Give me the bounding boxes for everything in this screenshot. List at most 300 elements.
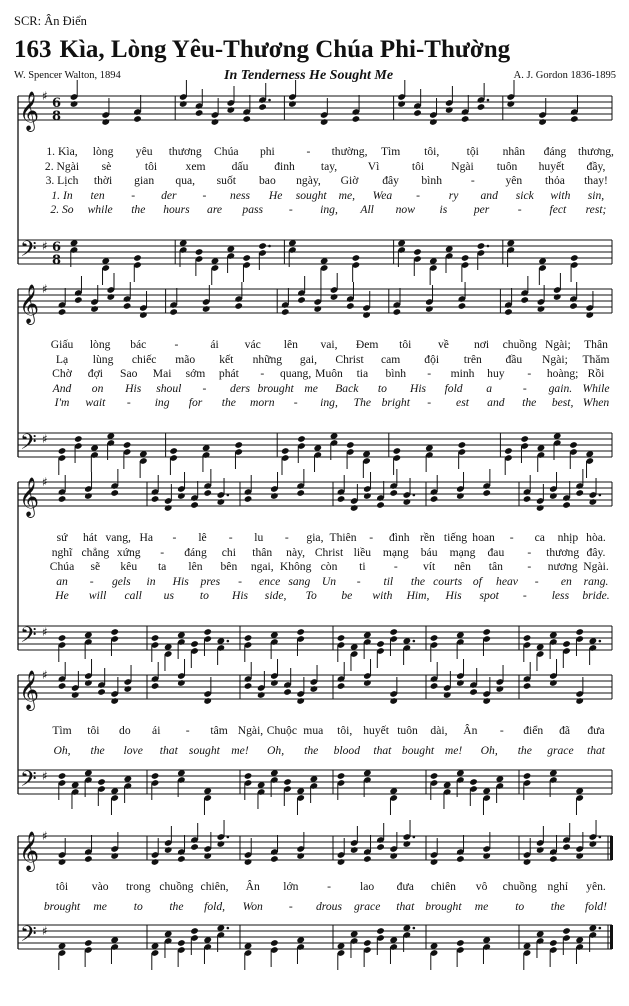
lyric-syllable: đinh [274, 159, 295, 173]
lyric-syllable: yên. [586, 880, 606, 893]
lyric-syllable: - [288, 900, 293, 913]
lyric-syllable: that [586, 744, 606, 757]
note-head [430, 772, 439, 780]
lyric-syllable: đầy, [586, 159, 606, 173]
lyric-syllable: love [123, 744, 143, 757]
lyric-syllable: His [445, 589, 462, 602]
lyric-syllable: ders [230, 381, 250, 395]
note-head [139, 311, 148, 319]
english-title: In Tenderness He Sought Me [224, 68, 394, 83]
treble-clef-icon: 𝄞 [19, 831, 40, 871]
collection-label: SCR: Ân Điển [14, 14, 87, 28]
note-head [195, 248, 204, 256]
lyric-syllable: - [427, 396, 432, 409]
lyricist-credit: W. Spencer Walton, 1894 [14, 70, 121, 81]
note-head [570, 115, 579, 123]
lyric-syllable: me, [338, 188, 356, 202]
lyric-syllable: mạng [449, 545, 476, 559]
key-sharp-icon: ♯ [42, 625, 48, 639]
note-head [296, 489, 305, 497]
bass-clef-icon: 𝄢 [20, 430, 37, 460]
lyric-syllable: thương, [578, 145, 614, 158]
note-head [244, 495, 253, 503]
note-head [124, 685, 133, 693]
lyric-syllable: huyết [363, 724, 389, 737]
note-head [575, 852, 584, 860]
note-head [549, 939, 558, 947]
note-head [562, 927, 571, 935]
dot [599, 640, 602, 643]
note-head [456, 939, 465, 947]
note-head [58, 634, 67, 642]
note-head [177, 679, 186, 687]
note-head [70, 100, 79, 108]
lyric-syllable: ry [448, 188, 459, 202]
lyric-syllable: chuồng [502, 880, 537, 893]
lyric-syllable: bác [130, 338, 147, 351]
lyric-line [0, 742, 629, 759]
note-head [226, 106, 235, 114]
note-head [456, 679, 465, 687]
lyric-syllable: vác [244, 338, 261, 351]
note-head [296, 628, 305, 636]
note-head [458, 441, 467, 449]
note-head [456, 492, 465, 500]
lyric-syllable: tôi [144, 159, 158, 173]
lyric-syllable: những [252, 352, 283, 366]
lyric-syllable: courts [433, 574, 463, 588]
lyric-syllable: lu [254, 531, 264, 544]
lyric-syllable: - [260, 367, 265, 380]
lyric-syllable: Oh, [267, 744, 285, 757]
note-head [270, 492, 279, 500]
lyric-syllable: Christ [314, 545, 344, 559]
note-head [296, 697, 305, 705]
lyric-syllable: chẳng [81, 545, 110, 559]
lyric-syllable: tôi, [424, 145, 440, 158]
lyric-syllable: nghĩ [51, 545, 73, 559]
lyric-syllable: đáng [543, 145, 567, 158]
lyric-syllable: Ân [463, 724, 478, 737]
lyric-syllable: đình [388, 531, 410, 544]
lyric-syllable: brought [257, 381, 294, 395]
note-head [536, 846, 545, 854]
note-head [190, 501, 199, 509]
lyric-syllable: vai, [320, 338, 338, 351]
lyric-syllable: blood [333, 744, 361, 757]
lyric-syllable: nghỉ [547, 880, 569, 893]
note-head [523, 634, 532, 642]
lyric-syllable: with [550, 188, 571, 202]
lyric-syllable: 2. So [50, 203, 74, 216]
note-head [376, 640, 385, 648]
note-head [523, 495, 532, 503]
note-head [195, 109, 204, 117]
lyric-syllable: in [146, 574, 156, 588]
note-head [110, 852, 119, 860]
note-head [352, 254, 361, 262]
lyric-syllable: tôi [55, 880, 69, 893]
note-head [363, 855, 372, 863]
lyric-syllable: 1. In [51, 188, 73, 202]
note-head [297, 296, 306, 304]
lyric-syllable: tôi, [337, 724, 353, 737]
note-head [203, 852, 212, 860]
note-head [350, 846, 359, 854]
lyric-syllable: Won [242, 900, 263, 913]
note-head [296, 852, 305, 860]
lyric-syllable: with [372, 589, 393, 602]
lyric-syllable: huy [487, 367, 505, 380]
note-head [585, 311, 594, 319]
lyric-syllable: Chúa [49, 560, 75, 573]
lyric-syllable: - [89, 574, 94, 588]
note-head [363, 492, 372, 500]
lyric-syllable: fold [444, 381, 463, 395]
note-head [74, 296, 83, 304]
lyric-syllable: lao [360, 880, 375, 893]
note-head [430, 682, 439, 690]
lyric-syllable: gai, [299, 352, 317, 366]
note-head [389, 628, 398, 636]
dot [413, 836, 416, 839]
lyric-syllable: đưa [396, 880, 414, 893]
lyric-syllable: thường, [331, 145, 368, 158]
lyric-syllable: His [231, 589, 249, 602]
note-head [549, 855, 558, 863]
lyric-syllable: hoàng; [546, 367, 579, 380]
note-head [575, 489, 584, 497]
lyric-syllable: minh [450, 367, 475, 380]
dot [487, 245, 490, 248]
lyric-syllable: trên [463, 352, 482, 366]
lyric-syllable: the [522, 396, 537, 409]
lyric-syllable: - [228, 531, 233, 544]
note-head [244, 858, 253, 866]
lyric-syllable: đợi [87, 367, 103, 380]
hymn-number: 163 [14, 36, 52, 63]
lyric-syllable: đã [559, 724, 571, 737]
note-head [363, 679, 372, 687]
lyric-syllable: - [185, 724, 190, 737]
lyric-line [0, 898, 629, 915]
note-head [537, 305, 546, 313]
lyric-syllable: - [327, 880, 331, 893]
lyric-syllable: - [174, 338, 179, 351]
note-head [589, 498, 598, 506]
lyric-syllable: While [582, 381, 610, 395]
lyric-syllable: lòng [92, 145, 114, 158]
lyric-syllable: về [437, 338, 449, 351]
note-head [203, 697, 212, 705]
dot [227, 836, 230, 839]
lyric-syllable: - [416, 188, 420, 202]
lyric-syllable: bought [401, 744, 435, 757]
note-head [202, 305, 211, 313]
key-sharp-icon: ♯ [42, 89, 48, 103]
lyric-syllable: on [91, 381, 104, 395]
lyric-syllable: - [160, 545, 165, 559]
lyric-syllable: chiên, [200, 880, 229, 893]
note-head [337, 495, 346, 503]
note-head [523, 772, 532, 780]
lyric-syllable: brought [425, 900, 462, 913]
lyric-syllable: ái [210, 338, 219, 351]
key-sharp-icon: ♯ [42, 475, 48, 489]
lyric-syllable: He [55, 589, 69, 602]
lyric-syllable: nương [547, 560, 578, 573]
lyric-syllable: đáng [184, 545, 207, 559]
note-head [151, 495, 160, 503]
note-head [203, 628, 212, 636]
note-head [482, 852, 491, 860]
note-head [281, 447, 290, 455]
note-head [283, 778, 292, 786]
lyric-syllable: thương [546, 545, 580, 559]
key-sharp-icon: ♯ [42, 829, 48, 843]
lyric-syllable: đau [487, 545, 505, 559]
note-head [288, 100, 297, 108]
note-head [151, 682, 160, 690]
lyric-syllable: pass [242, 203, 264, 216]
note-head [520, 435, 529, 443]
note-head [234, 441, 243, 449]
lyric-syllable: thời [93, 174, 113, 187]
lyric-syllable: bình [421, 174, 442, 187]
note-head [203, 489, 212, 497]
note-head [217, 840, 226, 848]
lyric-syllable: do [119, 724, 131, 737]
note-head [362, 311, 371, 319]
note-head [58, 772, 67, 780]
note-head [520, 296, 529, 304]
dot [268, 99, 271, 102]
note-head [469, 688, 478, 696]
lyric-syllable: less [551, 589, 570, 602]
note-head [392, 308, 401, 316]
lyric-syllable: His [125, 381, 142, 395]
lyric-syllable: hoan [472, 531, 495, 544]
note-head [58, 858, 67, 866]
dot [413, 927, 416, 930]
treble-clef-icon: 𝄞 [19, 91, 40, 131]
time-sig-bottom: 8 [52, 253, 62, 268]
note-head [456, 855, 465, 863]
note-head [376, 843, 385, 851]
lyric-syllable: Rồi [587, 367, 605, 380]
lyric-syllable: đây. [586, 545, 606, 559]
lyric-syllable: Lạ [55, 352, 69, 366]
note-head [234, 302, 243, 310]
lyric-syllable: the [131, 203, 146, 216]
note-head [58, 682, 67, 690]
lyric-syllable: gels [111, 574, 131, 588]
lyric-syllable: quang, [280, 367, 312, 380]
lyric-syllable: chuồng [159, 880, 194, 893]
note-head [58, 447, 67, 455]
lyric-syllable: ing, [320, 203, 338, 216]
lyric-syllable: nên [454, 560, 471, 573]
lyric-syllable: bride. [582, 589, 610, 602]
lyric-syllable: of [472, 574, 482, 588]
note-head [244, 772, 253, 780]
note-head [123, 441, 132, 449]
lyric-syllable: lòng [89, 338, 111, 351]
note-head [403, 498, 412, 506]
lyric-syllable: chi [221, 545, 236, 559]
lyric-syllable: ái [152, 724, 161, 737]
note-head [270, 939, 279, 947]
lyric-syllable: rest; [585, 203, 607, 216]
lyric-syllable: are [207, 203, 223, 216]
lyric-syllable: 1. Kìa, [46, 145, 78, 158]
lyric-line [0, 722, 629, 739]
note-head [443, 691, 452, 699]
note-head [430, 858, 439, 866]
lyric-syllable: suốt [216, 174, 236, 187]
lyric-syllable: the [221, 396, 236, 409]
note-head [190, 927, 199, 935]
note-head [575, 628, 584, 636]
lyric-syllable: that [159, 744, 178, 757]
lyric-syllable: tôi [87, 724, 100, 737]
lyric-syllable: tia [356, 367, 369, 380]
lyric-syllable: - [202, 381, 207, 395]
note-head [482, 628, 491, 636]
lyric-syllable: His [172, 574, 189, 588]
final-barline-thick [610, 925, 613, 949]
note-head [179, 100, 188, 108]
lyric-syllable: and [487, 396, 505, 409]
note-head [461, 254, 470, 262]
note-head [190, 843, 199, 851]
lyric-syllable: qua, [175, 174, 196, 187]
lyric-syllable: tuôn [496, 159, 518, 173]
bass-clef-icon: 𝄢 [20, 237, 37, 267]
note-head [84, 855, 93, 863]
lyric-syllable: to [515, 900, 525, 913]
dot [487, 99, 490, 102]
lyric-syllable: call [124, 589, 142, 602]
note-head [101, 118, 110, 126]
lyric-syllable: trong [126, 880, 151, 893]
lyric-syllable: grace [353, 900, 381, 913]
lyric-syllable: sick [515, 188, 534, 202]
note-head [97, 778, 106, 786]
lyric-syllable: báu [420, 545, 438, 559]
lyric-syllable: When [582, 396, 610, 409]
lyric-syllable: đầu [505, 352, 523, 366]
note-head [169, 308, 178, 316]
lyric-syllable: phi [259, 145, 275, 158]
lyric-syllable: xem [185, 159, 206, 173]
note-head [482, 697, 491, 705]
time-sig-top: 6 [52, 96, 62, 111]
note-head [523, 682, 532, 690]
lyric-syllable: chiếc [131, 352, 157, 366]
lyric-syllable: the [410, 574, 426, 588]
lyric-syllable: Muôn [315, 367, 343, 380]
lyric-syllable: His [409, 381, 427, 395]
lyric-syllable: kêu [120, 560, 138, 573]
lyric-syllable: - [527, 545, 532, 559]
lyric-syllable: Ngài [451, 159, 474, 173]
note-head [97, 688, 106, 696]
note-head [569, 441, 578, 449]
lyric-syllable: vô [475, 880, 488, 893]
lyric-syllable: dài, [430, 724, 448, 737]
note-head [350, 504, 359, 512]
key-sharp-icon: ♯ [42, 668, 48, 682]
dot [413, 640, 416, 643]
lyric-syllable: now [395, 203, 415, 216]
lyric-syllable: nơi [473, 338, 490, 351]
lyric-syllable: gia, [306, 531, 324, 544]
lyric-syllable: ngai, [250, 560, 274, 573]
note-head [257, 691, 266, 699]
note-head [430, 634, 439, 642]
lyric-syllable: to [199, 589, 209, 602]
lyric-syllable: này, [286, 545, 306, 559]
lyric-syllable: pres [200, 574, 221, 588]
dot [227, 640, 230, 643]
note-head [242, 254, 251, 262]
lyric-syllable: the [550, 900, 565, 913]
lyric-syllable: spot [479, 589, 499, 602]
lyric-syllable: fect [549, 203, 567, 216]
lyric-syllable: Giấu [50, 338, 74, 351]
lyric-syllable: ness [230, 188, 250, 202]
lyric-syllable: ing [154, 396, 170, 409]
lyric-syllable: tội [466, 145, 479, 158]
note-head [413, 109, 422, 117]
lyric-syllable: 2. Ngài [44, 159, 80, 173]
lyric-syllable: lùng [92, 352, 114, 366]
dot [599, 927, 602, 930]
note-head [363, 939, 372, 947]
lyric-syllable: - [527, 560, 532, 573]
note-head [133, 115, 142, 123]
lyric-syllable: der [161, 188, 177, 202]
key-sharp-icon: ♯ [42, 239, 48, 253]
lyric-syllable: còn [320, 560, 338, 573]
lyric-syllable: side, [264, 589, 287, 602]
lyric-syllable: mạng [382, 545, 409, 559]
note-head [461, 115, 470, 123]
lyric-syllable: est [456, 396, 469, 409]
lyric-syllable: wait [85, 396, 106, 409]
lyric-syllable: the [169, 900, 184, 913]
lyric-syllable: - [172, 531, 177, 544]
lyric-syllable: Thăm [582, 352, 610, 366]
lyric-syllable: xứng [116, 545, 141, 559]
lyric-syllable: me [474, 900, 489, 913]
lyric-syllable: brought [43, 900, 81, 913]
lyric-syllable: to [377, 381, 387, 395]
time-sig-top: 6 [52, 240, 62, 255]
note-head [549, 492, 558, 500]
lyric-syllable: sought [188, 744, 220, 757]
note-head [538, 118, 547, 126]
lyric-syllable: 3. Lịch [45, 174, 79, 187]
lyric-syllable: - [470, 174, 475, 187]
treble-clef-icon: 𝄞 [19, 670, 40, 710]
note-head [504, 308, 513, 316]
lyric-syllable: Chờ [52, 367, 72, 380]
lyric-syllable: đây [382, 174, 399, 187]
lyric-syllable: The [353, 396, 372, 409]
note-head [84, 679, 93, 687]
